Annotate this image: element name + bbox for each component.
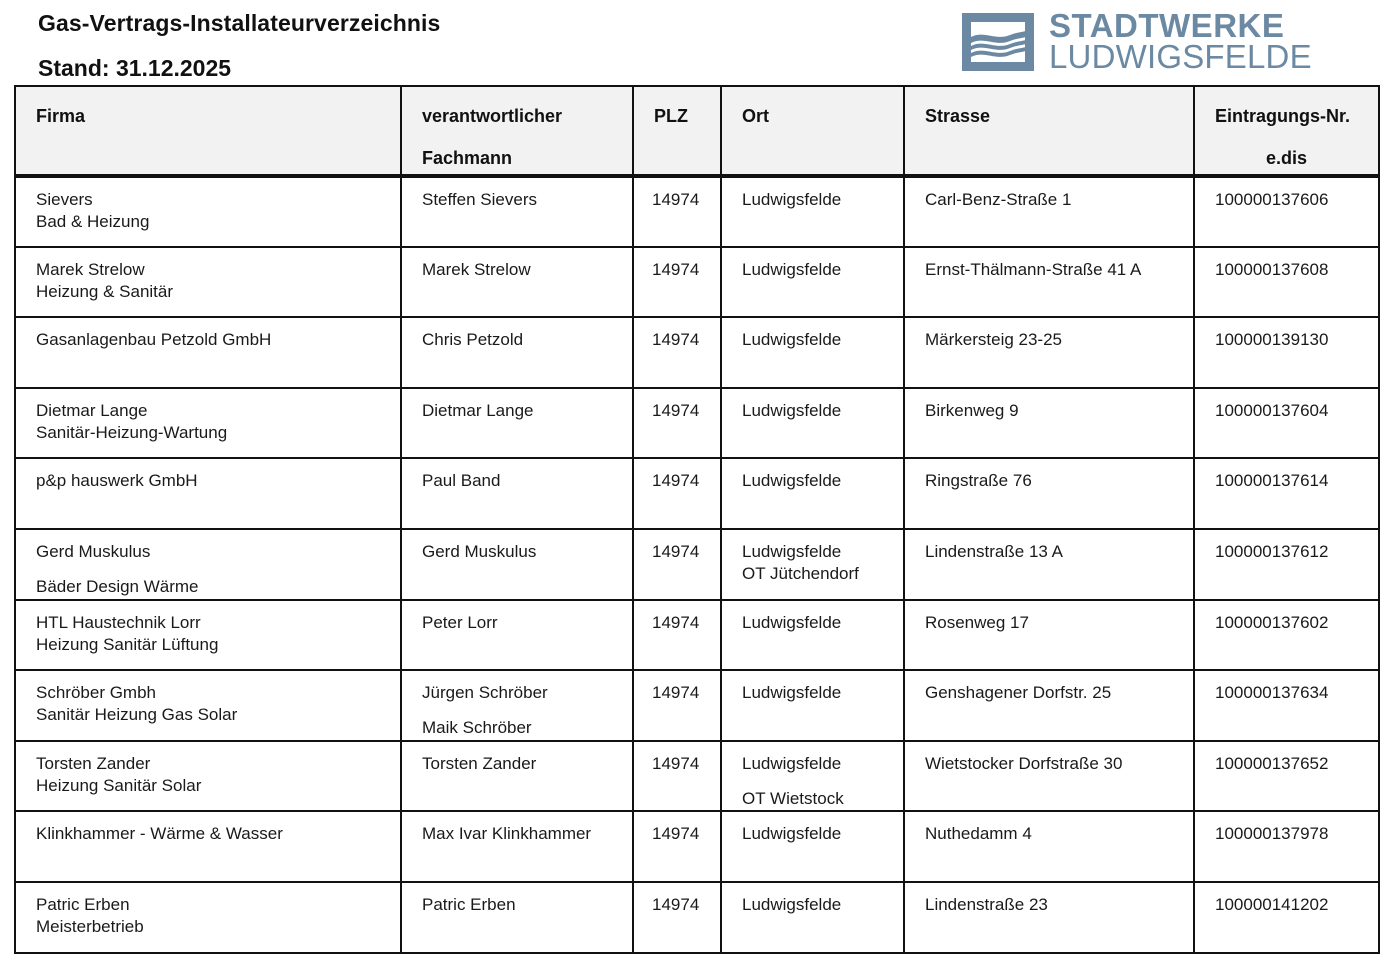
plz-value: 14974 <box>652 400 700 420</box>
table-row <box>15 388 1379 459</box>
waves-in-frame-icon <box>962 13 1034 71</box>
cell-strasse <box>904 176 1194 247</box>
cell-plz <box>633 811 721 882</box>
firma-name: Gasanlagenbau Petzold GmbH <box>36 330 272 350</box>
plz-value: 14974 <box>652 330 700 350</box>
ort-value: Ludwigsfelde <box>742 753 842 773</box>
header-label: e.dis <box>1265 148 1308 168</box>
column-header-eintragungs-nr <box>1194 86 1379 176</box>
ort-district: OT Jütchendorf <box>742 563 859 583</box>
cell-fachmann <box>401 458 633 529</box>
cell-ort <box>721 811 904 882</box>
header-label: Strasse <box>925 106 991 126</box>
logo-wordmark <box>1049 7 1312 75</box>
fachmann-name-2: Maik Schröber <box>422 718 532 738</box>
cell-eintragungs-nr <box>1194 600 1379 671</box>
ort-value: Ludwigsfelde <box>742 259 842 279</box>
logo-line-1: STADTWERKE <box>1049 7 1285 44</box>
cell-strasse <box>904 458 1194 529</box>
cell-plz <box>633 670 721 741</box>
table-row <box>15 529 1379 600</box>
cell-ort <box>721 741 904 812</box>
firma-subtitle: Heizung & Sanitär <box>36 281 174 301</box>
eintragungs-nr-value: 100000137634 <box>1215 683 1329 703</box>
eintragungs-nr-value: 100000137604 <box>1215 400 1329 420</box>
fachmann-name: Max Ivar Klinkhammer <box>422 824 592 844</box>
cell-fachmann <box>401 741 633 812</box>
column-header-strasse <box>904 86 1194 176</box>
table-row <box>15 882 1379 953</box>
cell-strasse <box>904 741 1194 812</box>
table-row <box>15 458 1379 529</box>
ort-value: Ludwigsfelde <box>742 400 842 420</box>
cell-strasse <box>904 882 1194 953</box>
firma-name: Schröber Gmbh <box>36 683 156 703</box>
installer-directory-table <box>14 85 1380 954</box>
strasse-value: Lindenstraße 23 <box>925 894 1048 914</box>
strasse-value: Ringstraße 76 <box>925 471 1032 491</box>
table-row <box>15 247 1379 318</box>
firma-subtitle: Heizung Sanitär Lüftung <box>36 634 219 654</box>
fachmann-name: Steffen Sievers <box>422 190 537 209</box>
cell-ort <box>721 247 904 318</box>
firma-subtitle: Bad & Heizung <box>36 212 150 231</box>
fachmann-name: Peter Lorr <box>422 612 498 632</box>
strasse-value: Carl-Benz-Straße 1 <box>925 190 1072 209</box>
cell-fachmann <box>401 176 633 247</box>
strasse-value: Ernst-Thälmann-Straße 41 A <box>925 259 1142 279</box>
document-date: Stand: 31.12.2025 <box>38 55 232 81</box>
cell-firma <box>15 600 401 671</box>
eintragungs-nr-value: 100000137602 <box>1215 612 1329 632</box>
ort-value: Ludwigsfelde <box>742 330 842 350</box>
cell-strasse <box>904 529 1194 600</box>
firma-subtitle: Heizung Sanitär Solar <box>36 775 202 795</box>
cell-plz <box>633 458 721 529</box>
cell-eintragungs-nr <box>1194 247 1379 318</box>
cell-eintragungs-nr <box>1194 529 1379 600</box>
firma-subtitle: Bäder Design Wärme <box>36 576 199 596</box>
ort-value: Ludwigsfelde <box>742 612 842 632</box>
table-row <box>15 176 1379 247</box>
firma-subtitle: Sanitär-Heizung-Wartung <box>36 422 228 442</box>
strasse-value: Rosenweg 17 <box>925 612 1029 632</box>
table-row <box>15 741 1379 812</box>
table-row <box>15 600 1379 671</box>
cell-fachmann <box>401 388 633 459</box>
cell-fachmann <box>401 882 633 953</box>
cell-eintragungs-nr <box>1194 741 1379 812</box>
column-header-ort <box>721 86 904 176</box>
cell-firma <box>15 741 401 812</box>
header-label: Fachmann <box>422 148 513 168</box>
column-header-fachmann <box>401 86 633 176</box>
plz-value: 14974 <box>652 753 700 773</box>
cell-firma <box>15 317 401 388</box>
cell-plz <box>633 882 721 953</box>
firma-name: Sievers <box>36 190 93 209</box>
eintragungs-nr-value: 100000137652 <box>1215 753 1329 773</box>
plz-value: 14974 <box>652 683 700 703</box>
plz-value: 14974 <box>652 471 700 491</box>
column-header-firma <box>15 86 401 176</box>
header-label: Firma <box>36 106 86 126</box>
ort-value: Ludwigsfelde <box>742 471 842 491</box>
firma-name: Klinkhammer - Wärme & Wasser <box>36 824 283 844</box>
fachmann-name: Marek Strelow <box>422 259 531 279</box>
fachmann-name: Dietmar Lange <box>422 400 534 420</box>
cell-firma <box>15 176 401 247</box>
cell-strasse <box>904 670 1194 741</box>
table-row <box>15 317 1379 388</box>
logo-line-2: LUDWIGSFELDE <box>1049 38 1312 75</box>
cell-firma <box>15 529 401 600</box>
ort-value: Ludwigsfelde <box>742 824 842 844</box>
strasse-value: Wietstocker Dorfstraße 30 <box>925 753 1123 773</box>
strasse-value: Birkenweg 9 <box>925 400 1019 420</box>
cell-plz <box>633 317 721 388</box>
eintragungs-nr-value: 100000137978 <box>1215 824 1329 844</box>
cell-strasse <box>904 247 1194 318</box>
plz-value: 14974 <box>652 824 700 844</box>
strasse-value: Märkersteig 23-25 <box>925 330 1063 350</box>
firma-name: Dietmar Lange <box>36 400 148 420</box>
cell-ort <box>721 882 904 953</box>
header-label: PLZ <box>654 106 688 126</box>
company-logo <box>962 7 1312 75</box>
ort-value: Ludwigsfelde <box>742 541 842 561</box>
cell-eintragungs-nr <box>1194 811 1379 882</box>
plz-value: 14974 <box>652 612 700 632</box>
cell-firma <box>15 670 401 741</box>
plz-value: 14974 <box>652 259 700 279</box>
cell-eintragungs-nr <box>1194 176 1379 247</box>
fachmann-name: Chris Petzold <box>422 330 524 350</box>
cell-strasse <box>904 600 1194 671</box>
cell-ort <box>721 317 904 388</box>
plz-value: 14974 <box>652 894 700 914</box>
cell-eintragungs-nr <box>1194 670 1379 741</box>
cell-firma <box>15 388 401 459</box>
cell-strasse <box>904 388 1194 459</box>
eintragungs-nr-value: 100000141202 <box>1215 894 1329 914</box>
table-row <box>15 811 1379 882</box>
cell-eintragungs-nr <box>1194 388 1379 459</box>
firma-subtitle: Sanitär Heizung Gas Solar <box>36 705 238 725</box>
header-label: Ort <box>742 106 769 126</box>
cell-fachmann <box>401 670 633 741</box>
column-header-plz <box>633 86 721 176</box>
cell-plz <box>633 741 721 812</box>
cell-fachmann <box>401 600 633 671</box>
cell-ort <box>721 388 904 459</box>
cell-firma <box>15 458 401 529</box>
fachmann-name: Jürgen Schröber <box>422 683 548 703</box>
firma-name: Marek Strelow <box>36 259 145 279</box>
strasse-value: Genshagener Dorfstr. 25 <box>925 683 1112 703</box>
strasse-value: Lindenstraße 13 A <box>925 541 1063 561</box>
cell-plz <box>633 247 721 318</box>
fachmann-name: Torsten Zander <box>422 753 537 773</box>
firma-name: Torsten Zander <box>36 753 151 773</box>
eintragungs-nr-value: 100000137612 <box>1215 541 1329 561</box>
fachmann-name: Gerd Muskulus <box>422 541 537 561</box>
header-label: verantwortlicher <box>422 106 563 126</box>
cell-strasse <box>904 317 1194 388</box>
header-label: Eintragungs-Nr. <box>1215 106 1351 126</box>
eintragungs-nr-value: 100000137606 <box>1215 190 1329 209</box>
cell-plz <box>633 176 721 247</box>
eintragungs-nr-value: 100000137608 <box>1215 259 1329 279</box>
cell-fachmann <box>401 529 633 600</box>
cell-ort <box>721 176 904 247</box>
table-header-row <box>15 86 1379 176</box>
cell-eintragungs-nr <box>1194 882 1379 953</box>
strasse-value: Nuthedamm 4 <box>925 824 1032 844</box>
ort-value: Ludwigsfelde <box>742 894 842 914</box>
eintragungs-nr-value: 100000139130 <box>1215 330 1329 350</box>
cell-plz <box>633 388 721 459</box>
cell-ort <box>721 458 904 529</box>
plz-value: 14974 <box>652 190 700 209</box>
firma-name: p&p hauswerk GmbH <box>36 471 198 491</box>
cell-strasse <box>904 811 1194 882</box>
cell-firma <box>15 811 401 882</box>
cell-firma <box>15 247 401 318</box>
eintragungs-nr-value: 100000137614 <box>1215 471 1329 491</box>
cell-ort <box>721 670 904 741</box>
cell-plz <box>633 529 721 600</box>
firma-name: Patric Erben <box>36 894 130 914</box>
ort-value: Ludwigsfelde <box>742 683 842 703</box>
cell-ort <box>721 600 904 671</box>
document-title: Gas-Vertrags-Installateurverzeichnis <box>38 10 441 36</box>
cell-plz <box>633 600 721 671</box>
ort-value: Ludwigsfelde <box>742 190 842 209</box>
cell-eintragungs-nr <box>1194 317 1379 388</box>
table-body <box>15 176 1379 953</box>
fachmann-name: Paul Band <box>422 471 501 491</box>
firma-name: Gerd Muskulus <box>36 541 151 561</box>
firma-name: HTL Haustechnik Lorr <box>36 612 201 632</box>
cell-fachmann <box>401 247 633 318</box>
cell-firma <box>15 882 401 953</box>
fachmann-name: Patric Erben <box>422 894 516 914</box>
ort-district: OT Wietstock <box>742 788 844 808</box>
cell-fachmann <box>401 317 633 388</box>
firma-subtitle: Meisterbetrieb <box>36 916 144 936</box>
table-row <box>15 670 1379 741</box>
cell-ort <box>721 529 904 600</box>
cell-fachmann <box>401 811 633 882</box>
plz-value: 14974 <box>652 541 700 561</box>
cell-eintragungs-nr <box>1194 458 1379 529</box>
